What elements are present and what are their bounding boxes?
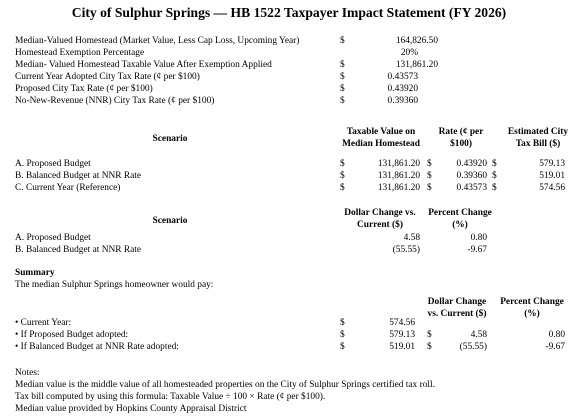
currency-symbol: $	[340, 159, 345, 169]
note-line: Tax bill computed by using this formula: Taxable Value ÷ 100 × Rate (¢ per $100).	[15, 392, 326, 402]
page-title: City of Sulphur Springs — HB 1522 Taxpayer Impact Statement (FY 2026)	[71, 5, 507, 20]
percent-change-value: 0.80	[470, 233, 487, 243]
currency-symbol: $	[427, 159, 432, 169]
tax-bill-value: 579.13	[539, 159, 565, 169]
dollar-change-header: Dollar Change vs. Current ($)	[344, 208, 416, 230]
currency-symbol: $	[340, 36, 345, 46]
rate-value: 0.39360	[456, 171, 487, 181]
input-label: Median- Valued Homestead Taxable Value After Exemption Applied	[15, 60, 272, 70]
summary-intro: The median Sulphur Springs homeowner would pay:	[15, 280, 214, 290]
scenario-label: B. Balanced Budget at NNR Rate	[15, 171, 142, 181]
scenario-label: B. Balanced Budget at NNR Rate	[15, 245, 142, 255]
input-label: Current Year Adopted City Tax Rate (¢ per $100)	[15, 72, 200, 82]
input-value: 0.39360	[387, 96, 418, 106]
taxable-value: 131,861.20	[377, 171, 420, 181]
amount-value: 519.01	[389, 342, 415, 352]
currency-symbol: $	[492, 183, 497, 193]
summary-label: • Current Year:	[15, 318, 72, 328]
rate-header: Rate (¢ per $100)	[438, 127, 484, 149]
currency-symbol: $	[427, 171, 432, 181]
amount-value: 574.56	[389, 318, 415, 328]
taxable-value-header: Taxable Value on Median Homestead	[342, 127, 420, 149]
scenario-header: Scenario	[152, 134, 188, 144]
scenario-label: A. Proposed Budget	[15, 159, 91, 169]
dollar-change-header: Dollar Change vs. Current ($)	[427, 297, 487, 319]
taxable-value: 131,861.20	[377, 183, 420, 193]
currency-symbol: $	[492, 159, 497, 169]
note-line: Median value provided by Hopkins County Appraisal District	[15, 404, 247, 414]
currency-symbol: $	[492, 171, 497, 181]
tax-bill-header: Estimated City Tax Bill ($)	[507, 127, 569, 149]
notes-heading: Notes:	[15, 368, 40, 378]
currency-symbol: $	[340, 330, 345, 340]
tax-bill-value: 519.01	[539, 171, 565, 181]
currency-symbol: $	[340, 318, 345, 328]
summary-label: • If Proposed Budget adopted:	[15, 330, 129, 340]
currency-symbol: $	[340, 183, 345, 193]
input-value: 164,826.50	[395, 36, 438, 46]
rate-value: 0.43920	[456, 159, 487, 169]
percent-change-value: -9.67	[545, 342, 565, 352]
currency-symbol: $	[340, 342, 345, 352]
summary-label: • If Balanced Budget at NNR Rate adopted:	[15, 342, 179, 352]
input-value: 131,861.20	[395, 60, 438, 70]
percent-change-value: 0.80	[548, 330, 565, 340]
currency-symbol: $	[340, 60, 345, 70]
percent-change-value: -9.67	[467, 245, 487, 255]
amount-value: 579.13	[389, 330, 415, 340]
currency-symbol: $	[427, 330, 432, 340]
input-label: Homestead Exemption Percentage	[15, 48, 145, 58]
scenario-label: C. Current Year (Reference)	[15, 183, 121, 193]
input-label: Proposed City Tax Rate (¢ per $100)	[15, 84, 153, 94]
input-label: No-New-Revenue (NNR) City Tax Rate (¢ per $100)	[15, 96, 215, 106]
summary-heading: Summary	[15, 268, 55, 278]
currency-symbol: $	[427, 183, 432, 193]
taxable-value: 131,861.20	[377, 159, 420, 169]
input-value: 0.43573	[387, 72, 418, 82]
currency-symbol: $	[340, 72, 345, 82]
note-line: Median value is the middle value of all homesteaded properties on the City of Sulphur Springs certified tax roll.	[15, 380, 435, 390]
scenario-label: A. Proposed Budget	[15, 233, 91, 243]
tax-bill-value: 574.56	[539, 183, 565, 193]
currency-symbol: $	[427, 342, 432, 352]
dollar-change-value: 4.58	[470, 330, 487, 340]
dollar-change-value: (55.55)	[459, 342, 487, 352]
dollar-change-value: (55.55)	[392, 245, 420, 255]
rate-value: 0.43573	[456, 183, 487, 193]
currency-symbol: $	[340, 96, 345, 106]
currency-symbol: $	[340, 171, 345, 181]
input-value: 20%	[400, 48, 418, 58]
percent-change-header: Percent Change (%)	[500, 297, 564, 319]
scenario-header: Scenario	[152, 216, 188, 226]
percent-change-header: Percent Change (%)	[428, 208, 492, 230]
input-value: 0.43920	[387, 84, 418, 94]
dollar-change-value: 4.58	[403, 233, 420, 243]
currency-symbol: $	[340, 84, 345, 94]
input-label: Median-Valued Homestead (Market Value, Less Cap Loss, Upcoming Year)	[15, 36, 300, 46]
